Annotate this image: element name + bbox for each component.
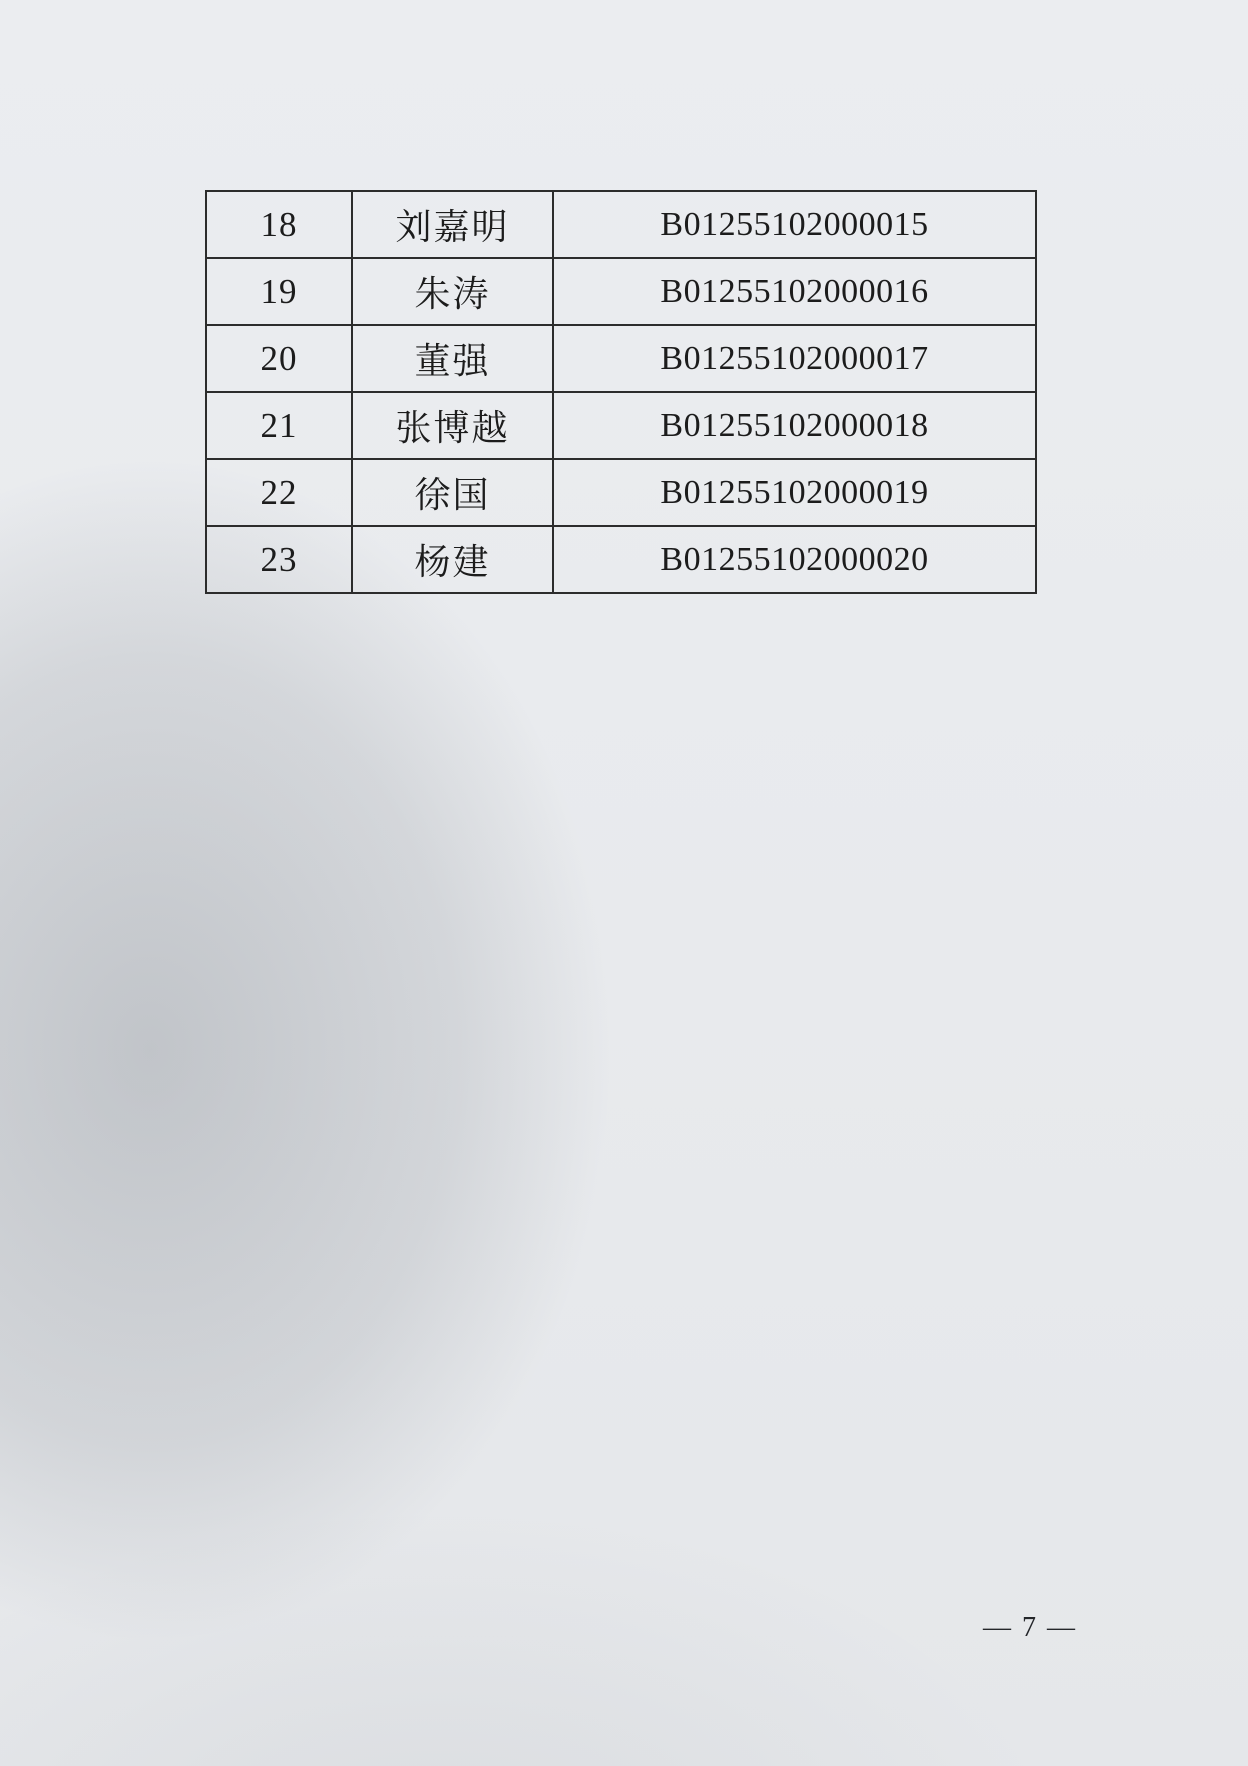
roster-table xyxy=(205,190,1037,594)
row-id-cell: B01255102000015 xyxy=(553,191,1036,258)
page-number: — 7 — xyxy=(983,1612,1077,1643)
table-row xyxy=(206,392,1036,459)
row-id-cell: B01255102000017 xyxy=(553,325,1036,392)
row-id-cell: B01255102000018 xyxy=(553,392,1036,459)
row-name-cell: 张博越 xyxy=(352,392,553,459)
row-name-cell: 杨建 xyxy=(352,526,553,593)
row-name-cell: 朱涛 xyxy=(352,258,553,325)
row-id-cell: B01255102000019 xyxy=(553,459,1036,526)
row-index-cell: 22 xyxy=(206,459,352,526)
row-index-cell: 20 xyxy=(206,325,352,392)
row-name-cell: 徐国 xyxy=(352,459,553,526)
table-row xyxy=(206,258,1036,325)
roster-table-body xyxy=(206,191,1036,593)
row-index-cell: 21 xyxy=(206,392,352,459)
table-row xyxy=(206,526,1036,593)
row-id-cell: B01255102000016 xyxy=(553,258,1036,325)
table-row xyxy=(206,459,1036,526)
table-row xyxy=(206,191,1036,258)
row-name-cell: 刘嘉明 xyxy=(352,191,553,258)
row-id-cell: B01255102000020 xyxy=(553,526,1036,593)
row-name-cell: 董强 xyxy=(352,325,553,392)
row-index-cell: 23 xyxy=(206,526,352,593)
row-index-cell: 18 xyxy=(206,191,352,258)
row-index-cell: 19 xyxy=(206,258,352,325)
table-row xyxy=(206,325,1036,392)
